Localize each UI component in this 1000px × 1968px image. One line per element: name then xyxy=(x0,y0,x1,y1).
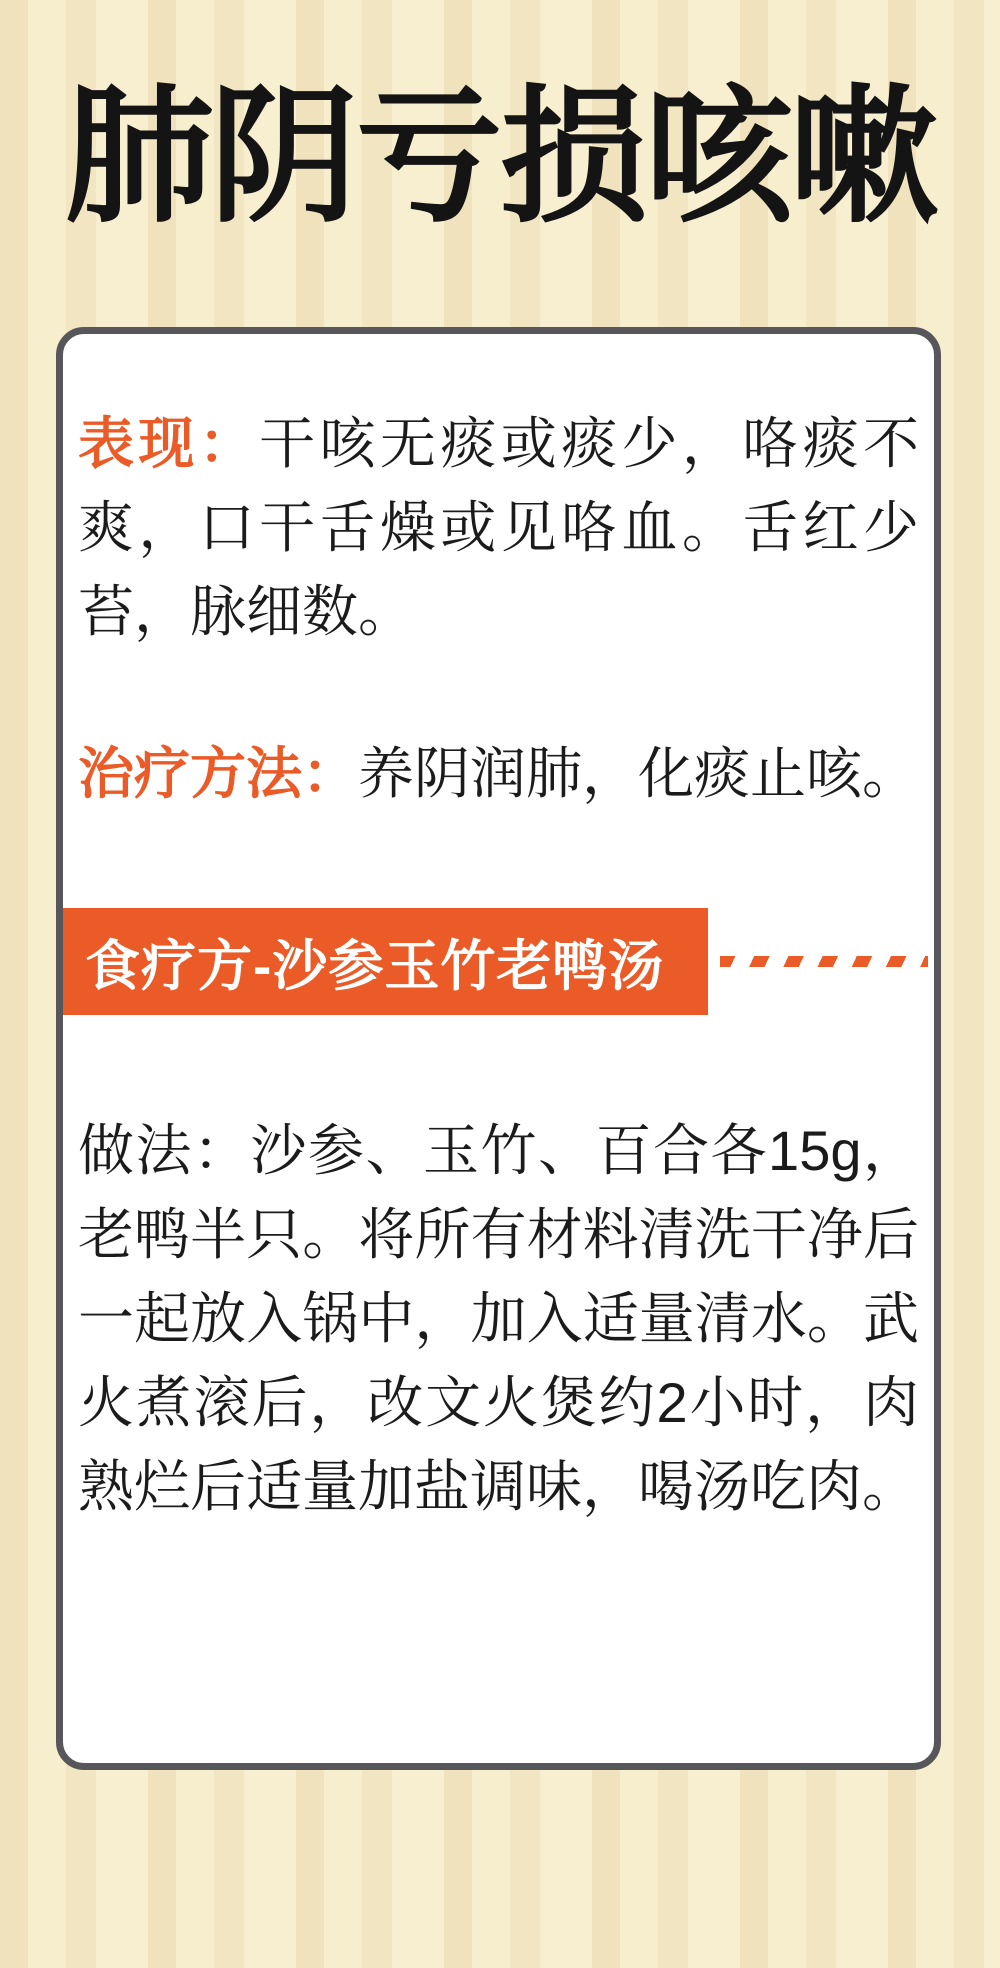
method-paragraph xyxy=(78,1109,919,1529)
recipe-banner xyxy=(63,908,708,1015)
page-title: 肺阴亏损咳嗽 xyxy=(65,75,935,240)
treatment-text: 养阴润肺，化痰止咳。 xyxy=(358,742,918,805)
treatment-paragraph xyxy=(78,732,919,816)
recipe-banner-title: 食疗方-沙参玉竹老鸭汤 xyxy=(85,935,665,997)
recipe-banner-row xyxy=(63,908,934,1015)
content-card xyxy=(56,327,941,1770)
treatment-label: 治疗方法： xyxy=(78,742,358,805)
method-label: 做法： xyxy=(78,1119,251,1182)
symptoms-text: 干咳无痰或痰少，咯痰不爽，口干舌燥或见咯血。舌红少苔，脉细数。 xyxy=(78,412,920,643)
symptoms-label: 表现： xyxy=(78,412,260,475)
method-text: 沙参、玉竹、百合各15g，老鸭半只。将所有材料清洗干净后一起放入锅中，加入适量清水。武火煮滚后，改文火煲约2小时，肉熟烂后适量加盐调味，喝汤吃肉。 xyxy=(78,1119,919,1518)
symptoms-paragraph xyxy=(78,402,919,654)
dashed-divider xyxy=(720,956,928,967)
